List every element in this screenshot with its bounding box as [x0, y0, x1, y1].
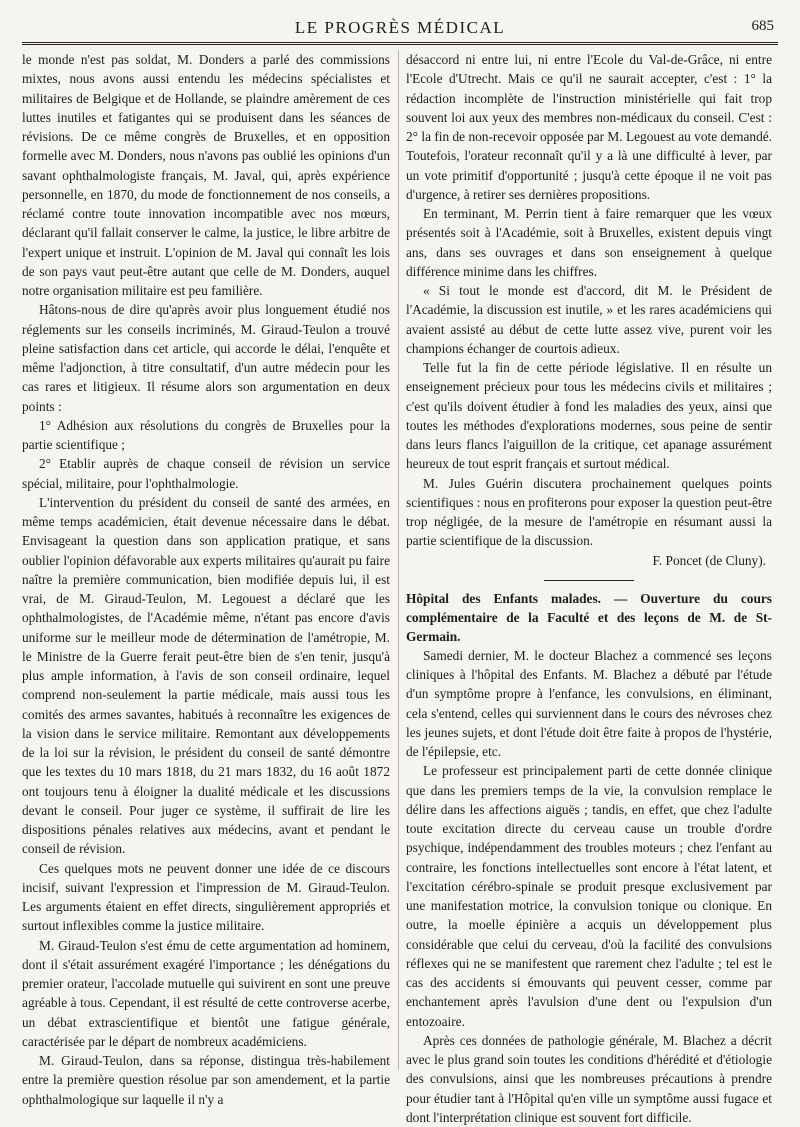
paragraph: Telle fut la fin de cette période législative. Il en résulte un enseignement précieux pour tous les médecins civils et militaires ; c'est qu'ils doivent étudier à fond les maladies des yeux, ainsi que toutes les méthodes d'explorations modernes, sous peine de sentir dans leurs flancs l'aiguillon de la critique, cet apanage assurément heureux de tout esprit français et surtout médical. — [406, 360, 772, 472]
page-number: 685 — [751, 18, 774, 34]
paragraph: Le professeur est principalement parti de cette donnée clinique que dans les premiers temps de la vie, la convulsion remplace le délire dans les affections aiguës ; tandis, en effet, que chez l'adulte toute excitation directe du cerveau cause un trouble d'ordre psychique, indépendamment des troubles moteurs ; chez l'enfant au contraire, les fonctions intellectuelles sont encore à l'état latent, et l'excitation cérébro-spinale se produit presque exclusivement par une manifestation motrice, la convulsion tonique ou clonique. En outre, la moelle épinière a acquis un développement plus considérable que celui du cerveau, d'où la facilité des convulsions réflexes qui ne se manifestent que rarement chez l'adulte ; tel est le cas des accidents si émouvants qui peuvent cesser, comme par enchantement après l'avulsion d'une dent ou l'expulsion d'un entozoaire. — [406, 763, 772, 1029]
paragraph: le monde n'est pas soldat, M. Donders a parlé des commissions mixtes, nous avons aussi entendu les médecins spécialistes et militaires de Belgique et de Hollande, se plaindre amèrement de ces luttes inutiles et fatigantes qui se produisent dans les séances de révisions. De ce même congrès de Bruxelles, et en opposition formelle avec M. Donders, nous n'avons pas oublié les opinions d'un savant ophthalmologiste français, M. Javal, qui, après expérience personnelle, en 1870, du mode de fonctionnement de nos conseils, a réclamé contre toute innovation incompatible avec nos mœurs, déclarant qu'il fallait conserver le calme, la justice, le libre arbitre de l'expert unique et instruit. L'opinion de M. Javal qui connaît les lois de son pays vaut peut-être autant que celle de M. Donders, auquel notre organisation militaire est peu familière. — [22, 52, 390, 298]
paragraph: désaccord ni entre lui, ni entre l'Ecole du Val-de-Grâce, ni entre l'Ecole d'Utrecht. Mais ce qu'il ne saurait accepter, c'est : 1° la rédaction incomplète de l'instruction ministérielle qui fait trop souvent loi aux yeux des membres non-médicaux du conseil. C'est : 2° la fin de non-recevoir opposée par M. Legouest au vote demandé. Toutefois, l'orateur reconnaît qu'il y a là une difficulté à lever, par un vote primitif d'opportunité ; jusqu'à cette époque il ne voit pas d'urgence, à retirer ses dernières propositions. — [406, 52, 772, 202]
paragraph: Samedi dernier, M. le docteur Blachez a commencé ses leçons cliniques à l'hôpital des Enfants. M. Blachez a débuté par l'étude d'un symptôme propre à l'enfance, les convulsions, en éliminant, cela s'entend, celles qui surviennent dans le cours des névroses chez les jeunes sujets, et dont l'étude doit être faite à propos de l'hystérie, de l'épilepsie, etc. — [406, 647, 772, 759]
paragraph: 1° Adhésion aux résolutions du congrès de Bruxelles pour la partie scientifique ; — [22, 417, 390, 452]
header-rule — [22, 42, 778, 45]
section-title: Hôpital des Enfants malades. — Ouverture du cours complémentaire de la Faculté et des leçons de M. de St-Germain. — [406, 590, 772, 644]
paragraph: Ces quelques mots ne peuvent donner une idée de ce discours incisif, suivant l'expression et l'impression de M. Giraud-Teulon. Les arguments étaient en effet directs, singulièrement appropriés et surtout inflexibles comme la justice militaire. — [22, 860, 390, 934]
paragraph: « Si tout le monde est d'accord, dit M. le Président de l'Académie, la discussion est inutile, » et les rares académiciens qui avaient assisté au début de cette lutte assez vive, purent voir les champions échanger de courtois adieux. — [406, 283, 772, 356]
column-divider — [398, 50, 399, 1070]
paragraph: L'intervention du président du conseil de santé des armées, en même temps académicien, était devenue nécessaire dans le débat. Envisageant la question dans son application pratique, et sans oublier l'opinion défavorable aux experts militaires qu'aurait pu faire naître la première communication, bien modifiée depuis lui, il est vrai, de M. Giraud-Teulon, M. Legouest a déclaré que les ophthalmologistes, de l'Académie même, n'étant pas encore d'avis uniforme sur le meilleur mode de détermination de l'amétropie, M. le Ministre de la Guerre ferait peut-être bien de s'en tenir, jusqu'à plus ample information, à l'avis de son conseil ordinaire, lequel comprend non-seulement la partie médicale, mais aussi tous les comités des armes savantes, habitués à reconnaître les exigences de la vision dans le service militaire. Remontant aux développements de la loi sur la révision, le président du conseil de santé démontre que les textes du 10 mars 1818, du 21 mars 1832, du 16 août 1872 ont toujours tenu à éloigner la dualité médicale et les discussions devant le conseil. Pour juger ce système, il suffirait de lire les dispositions pénales relatives aux médecins, avant et pendant le conseil de révision. — [22, 494, 390, 857]
paragraph: 2° Etablir auprès de chaque conseil de révision un service spécial, militaire, pour l'ophthalmologie. — [22, 456, 390, 491]
page-header — [22, 18, 778, 40]
paragraph: M. Giraud-Teulon, dans sa réponse, distingua très-habilement entre la première question résolue par son amendement, et la partie ophthalmologique sur laquelle il n'y a — [22, 1053, 390, 1107]
paragraph: M. Giraud-Teulon s'est ému de cette argumentation ad hominem, dont il s'était assurément exagéré l'importance ; les dénégations du premier orateur, l'accolade mutuelle qui suivirent en sont une preuve agréable à tous. Cependant, il est résulté de cette controverse acerbe, un débat extrascientifique et bientôt une fatigue générale, caractérisée par le départ de nombreux académiciens. — [22, 937, 390, 1049]
signature: F. Poncet (de Cluny). — [652, 552, 766, 568]
paragraph: Hâtons-nous de dire qu'après avoir plus longuement étudié nos réglements sur les conseils incriminés, M. Giraud-Teulon a trouvé pleine satisfaction dans cet article, qui accorde le délai, l'enquête et même l'adjonction, à titre consultatif, d'un autre médecin pour les cas rares et litigieux. Il résume alors son argumentation en deux points : — [22, 302, 390, 414]
running-title: LE PROGRÈS MÉDICAL — [294, 18, 506, 37]
paragraph: Après ces données de pathologie générale, M. Blachez a décrit avec le plus grand soin toutes les conditions d'hérédité et d'étiologie des convulsions, ainsi que les nombreuses précautions à prendre pour étudier tant à l'Hôpital qu'en ville un symptôme aussi fugace et dont l'interprétation clinique est souvent fort difficile. — [406, 1032, 772, 1125]
right-column — [406, 50, 772, 1127]
section-rule — [544, 580, 634, 581]
paragraph: En terminant, M. Perrin tient à faire remarquer que les vœux présentés soit à l'Académie, soit à Bruxelles, existent depuis vingt ans, dans ses ouvrages et dans son enseignement à quelque différence minime dans les chiffres. — [406, 206, 772, 279]
left-column — [22, 50, 390, 1109]
paragraph: M. Jules Guérin discutera prochainement quelques points scientifiques : nous en profiterons pour exposer la question peut-être trop négligée, de la mesure de l'amétropie en résumant aussi la partie scientifique de la discussion. — [406, 475, 772, 549]
